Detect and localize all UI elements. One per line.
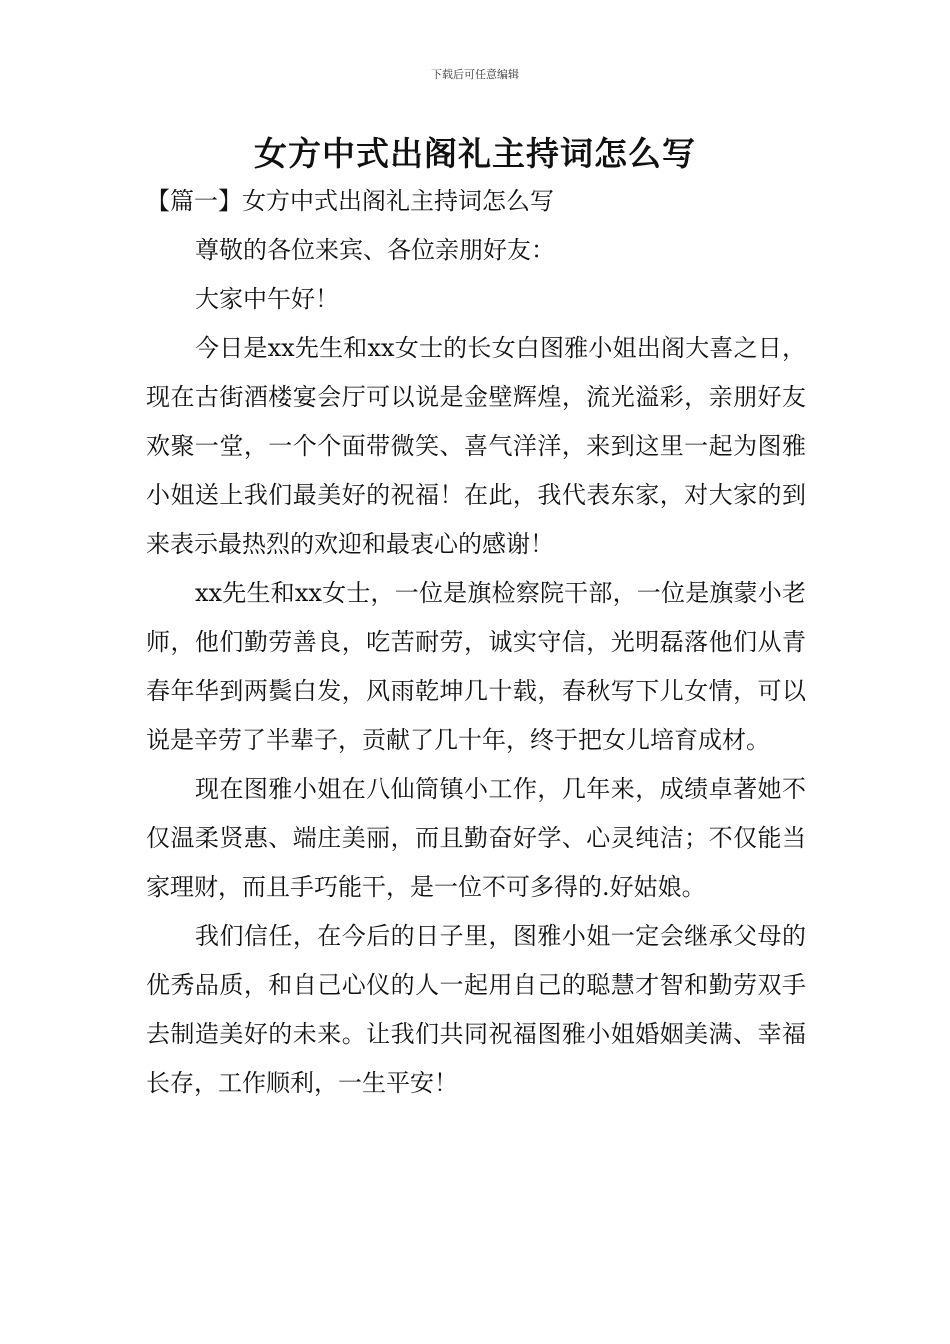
page-header-note: 下载后可任意编辑 [431, 68, 519, 81]
document-body [146, 177, 806, 1108]
body-paragraph: 今日是xx先生和xx女士的长女白图雅小姐出阁大喜之日，现在古街酒楼宴会厅可以说是金壁辉煌，流光溢彩，亲朋好友欢聚一堂，一个个面带微笑、喜气洋洋，来到这里一起为图雅小姐送上我们最美好的祝福！在此，我代表东家，对大家的到来表示最热烈的欢迎和最衷心的感谢！ [146, 334, 806, 558]
document-title: 女方中式出阁礼主持词怎么写 [254, 134, 696, 173]
salutation-paragraph: 尊敬的各位来宾、各位亲朋好友： [195, 236, 555, 264]
body-paragraph: xx先生和xx女士，一位是旗检察院干部，一位是旗蒙小老师，他们勤劳善良，吃苦耐劳，诚实守信，光明磊落他们从青春年华到两鬓白发，风雨乾坤几十载，春秋写下儿女情，可以说是辛劳了半辈子，贡献了几十年，终于把女儿培育成材。 [146, 579, 806, 754]
greeting-paragraph: 大家中午好！ [195, 285, 339, 313]
body-paragraph: 现在图雅小姐在八仙筒镇小工作，几年来，成绩卓著她不仅温柔贤惠、端庄美丽，而且勤奋好学、心灵纯洁；不仅能当家理财，而且手巧能干，是一位不可多得的.好姑娘。 [146, 775, 806, 901]
section-heading: 【篇一】女方中式出阁礼主持词怎么写 [146, 187, 554, 215]
body-paragraph: 我们信任，在今后的日子里，图雅小姐一定会继承父母的优秀品质，和自己心仪的人一起用自己的聪慧才智和勤劳双手去制造美好的未来。让我们共同祝福图雅小姐婚姻美满、幸福长存，工作顺利，一生平安！ [146, 922, 806, 1097]
